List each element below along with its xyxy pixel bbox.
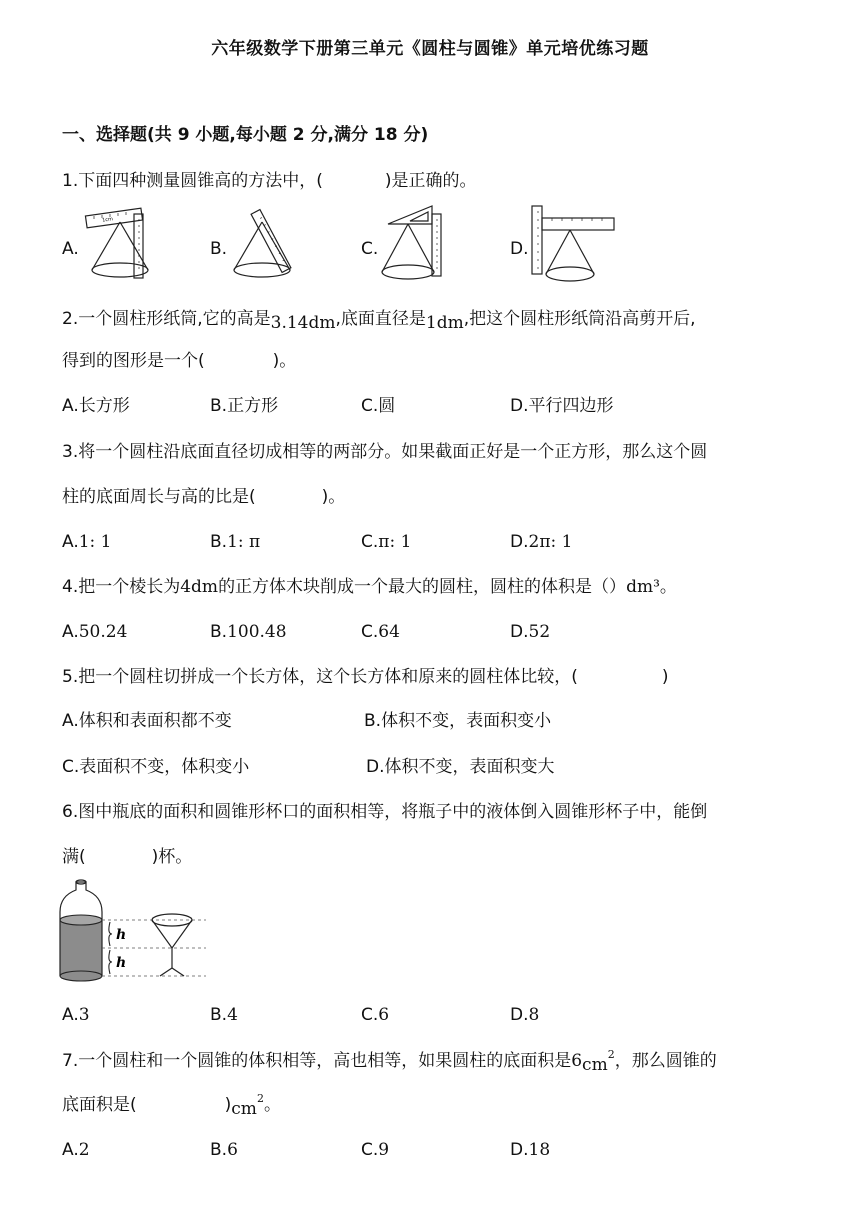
q2-diameter-value: 1dm — [425, 313, 464, 333]
q2-height-value: 3.14dm — [270, 313, 336, 333]
q1-figure-c — [378, 204, 458, 284]
q2-option-b[interactable]: B.正方形 — [210, 396, 279, 416]
q1-option-b[interactable]: B. — [210, 239, 228, 259]
q4-option-d-value: 52 — [528, 622, 551, 642]
q4-option-b-label: B. — [210, 622, 228, 642]
q3-option-c[interactable] — [361, 531, 411, 553]
q6-h-label-bottom: h — [116, 955, 127, 971]
q1-text-a: 1.下面四种测量圆锥高的方法中，( — [62, 171, 323, 191]
q3-option-d[interactable] — [510, 531, 572, 553]
q6-option-a-value: 3 — [78, 1005, 90, 1025]
q7-option-d[interactable] — [510, 1139, 550, 1161]
q2-text-a: 2.一个圆柱形纸筒,它的高是 — [62, 309, 271, 329]
q7-option-a-value: 2 — [78, 1140, 90, 1160]
question-2 — [62, 308, 696, 333]
q7-option-d-label: D. — [510, 1140, 529, 1160]
q4-unit: dm³ — [626, 577, 660, 597]
q2-text-b: ,底面直径是 — [335, 309, 426, 329]
q2-line2-a: 得到的图形是一个( — [62, 351, 205, 371]
q4-option-c[interactable] — [361, 621, 400, 643]
q5-option-a[interactable]: A.体积和表面积都不变 — [62, 711, 232, 731]
question-7-line-2 — [62, 1094, 281, 1118]
q3-option-a[interactable] — [62, 531, 112, 553]
q4-text-b: 的正方体木块削成一个最大的圆柱，圆柱的体积是（） — [218, 577, 627, 597]
q5-option-b[interactable]: B.体积不变，表面积变小 — [364, 711, 552, 731]
q7-line1-b: ，那么圆锥的 — [614, 1051, 717, 1071]
q2-text-c: ,把这个圆柱形纸筒沿高剪开后, — [463, 309, 696, 329]
q2-option-d[interactable]: D.平行四边形 — [510, 396, 614, 416]
q1-option-d[interactable]: D. — [510, 239, 529, 259]
q2-option-c[interactable]: C.圆 — [361, 396, 396, 416]
q6-option-c[interactable] — [361, 1004, 389, 1026]
section-heading: 一、选择题(共 9 小题,每小题 2 分,满分 18 分) — [62, 125, 429, 145]
question-6-line-2 — [62, 846, 192, 868]
q5-text-a: 5.把一个圆柱切拼成一个长方体，这个长方体和原来的圆柱体比较，( — [62, 667, 578, 687]
q3-option-c-label: C. — [361, 532, 379, 552]
q4-option-d[interactable] — [510, 621, 550, 643]
q7-option-d-value: 18 — [528, 1140, 551, 1160]
q6-option-b[interactable] — [210, 1004, 238, 1026]
question-3: 3.将一个圆柱沿底面直径切成相等的两部分。如果截面正好是一个正方形，那么这个圆 — [62, 442, 708, 462]
q6-option-a[interactable] — [62, 1004, 90, 1026]
q7-option-b[interactable] — [210, 1139, 238, 1161]
q3-option-c-value: π: 1 — [378, 532, 412, 552]
q4-edge-value: 4dm — [180, 577, 219, 597]
q4-option-d-label: D. — [510, 622, 529, 642]
q6-option-a-label: A. — [62, 1005, 79, 1025]
question-7 — [62, 1050, 717, 1074]
q7-option-a-label: A. — [62, 1140, 79, 1160]
q7-area-value: 6 — [571, 1051, 583, 1071]
q6-option-d-value: 8 — [528, 1005, 540, 1025]
q7-line2-sup: 2 — [256, 1092, 264, 1105]
q7-line2-a: 底面积是( — [62, 1095, 137, 1115]
q6-h-label-top: h — [116, 927, 127, 943]
q7-option-c-label: C. — [361, 1140, 379, 1160]
q1-option-c[interactable]: C. — [361, 239, 379, 259]
q4-text-a: 4.把一个棱长为 — [62, 577, 181, 597]
q7-line2-unit: cm — [231, 1099, 257, 1119]
q4-option-a-label: A. — [62, 622, 79, 642]
q3-line2-b: )。 — [321, 487, 346, 507]
question-4 — [62, 576, 677, 598]
q4-text-c: 。 — [659, 577, 677, 597]
q7-option-c-value: 9 — [378, 1140, 390, 1160]
question-1 — [62, 170, 477, 192]
q4-option-a[interactable] — [62, 621, 127, 643]
q3-option-a-label: A. — [62, 532, 79, 552]
q1-option-a[interactable]: A. — [62, 239, 79, 259]
q6-line2-a: 满( — [62, 847, 86, 867]
q3-option-a-value: 1: 1 — [78, 532, 112, 552]
q1-ruler-label: 1cm — [101, 216, 114, 224]
q4-option-b-value: 100.48 — [227, 622, 287, 642]
question-6: 6.图中瓶底的面积和圆锥形杯口的面积相等，将瓶子中的液体倒入圆锥形杯子中，能倒 — [62, 802, 708, 822]
q3-option-b[interactable] — [210, 531, 260, 553]
q6-line2-b: )杯。 — [151, 847, 193, 867]
q7-option-a[interactable] — [62, 1139, 90, 1161]
q1-text-b: )是正确的。 — [384, 171, 477, 191]
q4-option-a-value: 50.24 — [78, 622, 128, 642]
q2-option-a[interactable]: A.长方形 — [62, 396, 130, 416]
question-2-line-2 — [62, 350, 296, 372]
q6-option-b-value: 4 — [227, 1005, 238, 1025]
q7-line2-b: ) — [224, 1095, 232, 1115]
q5-option-d[interactable]: D.体积不变，表面积变大 — [366, 757, 555, 777]
q3-option-d-label: D. — [510, 532, 529, 552]
q7-area-unit: cm — [582, 1055, 608, 1075]
q7-option-c[interactable] — [361, 1139, 389, 1161]
q1-figure-d — [528, 204, 620, 284]
q6-option-c-value: 6 — [378, 1005, 390, 1025]
q5-option-c[interactable]: C.表面积不变，体积变小 — [62, 757, 250, 777]
q3-option-b-value: 1: π — [227, 532, 261, 552]
question-3-line-2 — [62, 486, 345, 508]
q6-figure-bottle-and-cup — [58, 878, 208, 990]
q6-option-b-label: B. — [210, 1005, 228, 1025]
q7-option-b-label: B. — [210, 1140, 228, 1160]
q7-line2-c: 。 — [263, 1095, 281, 1115]
q7-option-b-value: 6 — [227, 1140, 238, 1160]
q6-option-c-label: C. — [361, 1005, 379, 1025]
q2-line2-b: )。 — [272, 351, 297, 371]
q6-option-d-label: D. — [510, 1005, 529, 1025]
q3-option-b-label: B. — [210, 532, 228, 552]
page-title: 六年级数学下册第三单元《圆柱与圆锥》单元培优练习题 — [211, 39, 649, 59]
q4-option-c-value: 64 — [378, 622, 400, 642]
question-5 — [62, 666, 669, 688]
q7-area-sup: 2 — [607, 1048, 615, 1061]
q3-option-d-value: 2π: 1 — [528, 532, 573, 552]
q4-option-b[interactable] — [210, 621, 287, 643]
q7-line1-a: 7.一个圆柱和一个圆锥的体积相等，高也相等，如果圆柱的底面积是 — [62, 1051, 572, 1071]
q6-option-d[interactable] — [510, 1004, 539, 1026]
q3-line2-a: 柱的底面周长与高的比是( — [62, 487, 256, 507]
q1-figure-a — [80, 204, 160, 284]
q1-figure-b — [228, 206, 308, 282]
q5-text-b: ) — [661, 667, 669, 687]
q4-option-c-label: C. — [361, 622, 379, 642]
